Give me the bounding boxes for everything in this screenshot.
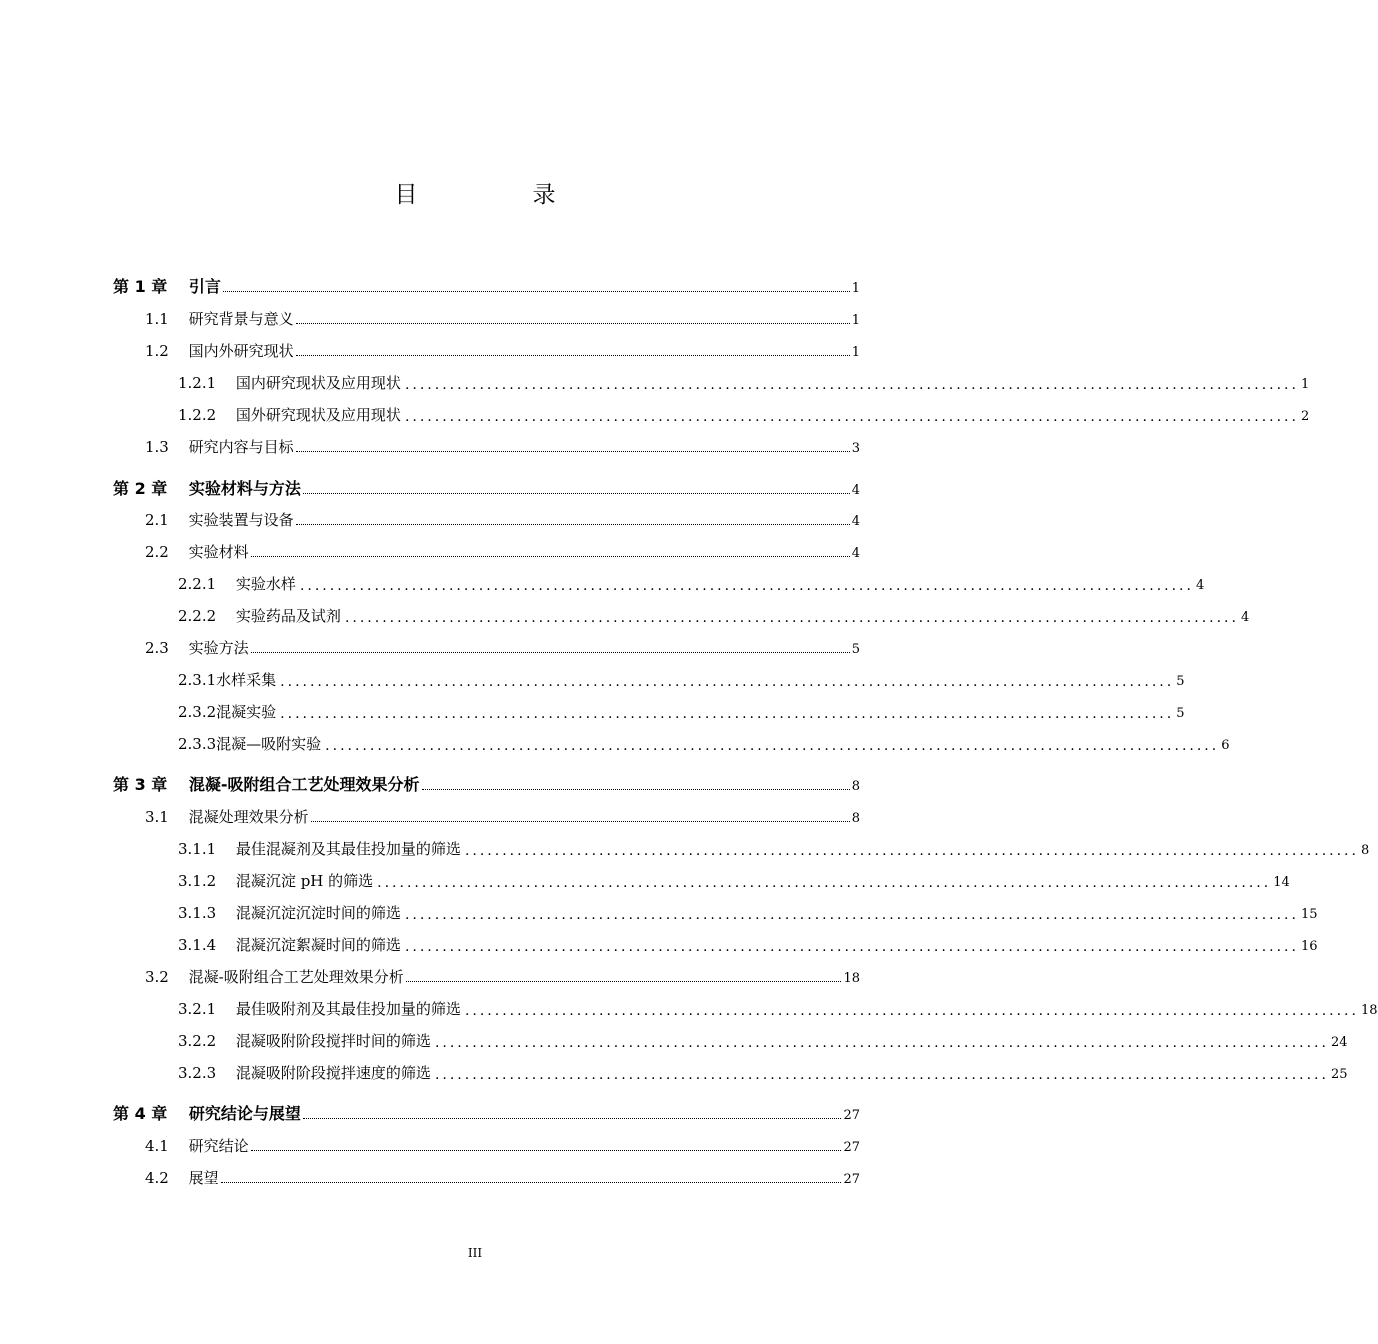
- toc-entry-label: 第 2 章 实验材料与方法: [113, 479, 301, 498]
- toc-entry-page: 5: [1176, 674, 1185, 689]
- toc-entry-page: 8: [1360, 843, 1370, 858]
- toc-entry-page: 8: [851, 811, 860, 826]
- toc-entry-page: 4: [851, 546, 860, 561]
- toc-entry[interactable]: [178, 398, 1310, 426]
- toc-leader-dots: [311, 820, 850, 822]
- toc-leader-dots: ........................................................................................................................: [404, 409, 1299, 425]
- toc-entry[interactable]: [145, 960, 860, 988]
- toc-entry-page: 1: [851, 281, 860, 296]
- toc-entry-page: 4: [1240, 610, 1250, 625]
- toc-entry-label: 3.1.2 混凝沉淀 pH 的筛选: [178, 872, 374, 890]
- toc-entry[interactable]: [178, 663, 1185, 691]
- toc-entry-label: 3.1.1 最佳混凝剂及其最佳投加量的筛选: [178, 840, 461, 858]
- toc-entry[interactable]: [178, 366, 1310, 394]
- toc-entry[interactable]: [178, 1024, 1348, 1052]
- toc-entry-label: 第 4 章 研究结论与展望: [113, 1104, 301, 1123]
- toc-entry[interactable]: [178, 727, 1230, 755]
- toc-entry-page: 18: [843, 971, 860, 986]
- toc-entry-page: 27: [843, 1108, 860, 1123]
- toc-entry-label: 1.3 研究内容与目标: [145, 438, 294, 456]
- toc-entry[interactable]: [145, 800, 860, 828]
- toc-entry-label: 3.2.1 最佳吸附剂及其最佳投加量的筛选: [178, 1000, 461, 1018]
- toc-entry[interactable]: [145, 430, 860, 458]
- toc-entry-page: 16: [1300, 939, 1318, 954]
- toc-entry-page: 5: [1176, 706, 1185, 721]
- toc-entry[interactable]: [113, 472, 860, 500]
- toc-leader-dots: ........................................................................................................................: [280, 674, 1175, 690]
- toc-entry[interactable]: [113, 1097, 860, 1125]
- toc-entry-label: 2.3.2混凝实验: [178, 703, 277, 721]
- toc-leader-dots: ........................................................................................................................: [464, 1003, 1359, 1019]
- toc-entry-label: 2.3.1水样采集: [178, 671, 277, 689]
- toc-leader-dots: [296, 523, 850, 525]
- toc-entry-label: 3.2.2 混凝吸附阶段搅拌时间的筛选: [178, 1032, 431, 1050]
- toc-leader-dots: [422, 788, 850, 790]
- toc-leader-dots: ........................................................................................................................: [404, 939, 1299, 955]
- toc-leader-dots: [296, 354, 850, 356]
- page-title: 目 录: [394, 182, 602, 208]
- toc-leader-dots: [221, 1181, 842, 1183]
- toc-entry-page: 15: [1300, 907, 1318, 922]
- toc-entry-page: 14: [1273, 875, 1290, 890]
- toc-leader-dots: ........................................................................................................................: [434, 1067, 1329, 1083]
- toc-entry-page: 4: [1195, 578, 1205, 593]
- toc-leader-dots: ........................................................................................................................: [404, 377, 1299, 393]
- toc-entry[interactable]: [178, 832, 1370, 860]
- toc-entry[interactable]: [145, 631, 860, 659]
- toc-entry-label: 3.1 混凝处理效果分析: [145, 808, 309, 826]
- toc-leader-dots: [296, 450, 850, 452]
- toc-leader-dots: ........................................................................................................................: [404, 907, 1299, 923]
- toc-entry[interactable]: [145, 334, 860, 362]
- toc-entry-page: 24: [1330, 1035, 1348, 1050]
- toc-entry[interactable]: [178, 928, 1318, 956]
- toc-entry-label: 3.2 混凝-吸附组合工艺处理效果分析: [145, 968, 404, 986]
- toc-entry-page: 5: [851, 642, 860, 657]
- toc-entry[interactable]: [178, 567, 1205, 595]
- toc-entry[interactable]: [178, 896, 1318, 924]
- toc-entry-label: 2.2.2 实验药品及试剂: [178, 607, 341, 625]
- toc-entry-page: 18: [1360, 1003, 1378, 1018]
- toc-leader-dots: [251, 555, 850, 557]
- toc-leader-dots: ........................................................................................................................: [344, 610, 1239, 626]
- toc-entry-label: 1.1 研究背景与意义: [145, 310, 294, 328]
- toc-leader-dots: ........................................................................................................................: [280, 706, 1175, 722]
- toc-entry-label: 1.2.1 国内研究现状及应用现状: [178, 374, 401, 392]
- toc-entry[interactable]: [145, 503, 860, 531]
- toc-entry-page: 6: [1221, 738, 1230, 753]
- toc-leader-dots: [296, 322, 850, 324]
- toc-leader-dots: ........................................................................................................................: [377, 875, 1272, 891]
- toc-leader-dots: ........................................................................................................................: [434, 1035, 1329, 1051]
- toc-entry[interactable]: [145, 1161, 860, 1189]
- toc-entry-label: 3.1.4 混凝沉淀絮凝时间的筛选: [178, 936, 401, 954]
- toc-leader-dots: [303, 1117, 842, 1119]
- toc-entry-page: 27: [843, 1140, 860, 1155]
- toc-entry[interactable]: [145, 535, 860, 563]
- toc-entry-page: 27: [843, 1172, 860, 1187]
- toc-entry[interactable]: [145, 1129, 860, 1157]
- toc-entry[interactable]: [178, 695, 1185, 723]
- toc-entry-label: 2.2 实验材料: [145, 543, 249, 561]
- toc-leader-dots: [223, 290, 850, 292]
- toc-leader-dots: [406, 980, 842, 982]
- toc-entry-label: 1.2.2 国外研究现状及应用现状: [178, 406, 401, 424]
- toc-entry-label: 2.3 实验方法: [145, 639, 249, 657]
- toc-entry[interactable]: [178, 864, 1290, 892]
- toc-entry-label: 2.3.3混凝—吸附实验: [178, 735, 322, 753]
- toc-entry[interactable]: [113, 270, 860, 298]
- toc-leader-dots: ........................................................................................................................: [325, 738, 1220, 754]
- toc-entry-label: 3.1.3 混凝沉淀沉淀时间的筛选: [178, 904, 401, 922]
- toc-entry-label: 2.2.1 实验水样: [178, 575, 296, 593]
- toc-leader-dots: ........................................................................................................................: [464, 843, 1359, 859]
- toc-entry-page: 4: [851, 514, 860, 529]
- toc-entry[interactable]: [113, 768, 860, 796]
- toc-entry-label: 第 1 章 引言: [113, 277, 221, 296]
- toc-entry-page: 3: [851, 441, 860, 456]
- toc-leader-dots: [251, 1149, 842, 1151]
- toc-entry[interactable]: [178, 1056, 1348, 1084]
- toc-entry-page: 2: [1300, 409, 1310, 424]
- toc-entry-label: 4.1 研究结论: [145, 1137, 249, 1155]
- toc-entry-page: 1: [1300, 377, 1310, 392]
- toc-entry-page: 8: [851, 779, 860, 794]
- toc-entry[interactable]: [178, 992, 1378, 1020]
- toc-entry-page: 25: [1330, 1067, 1348, 1082]
- toc-entry[interactable]: [178, 599, 1250, 627]
- toc-entry-label: 4.2 展望: [145, 1169, 219, 1187]
- toc-entry-page: 4: [851, 483, 860, 498]
- toc-entry-page: 1: [851, 345, 860, 360]
- toc-leader-dots: [251, 651, 850, 653]
- toc-entry-label: 3.2.3 混凝吸附阶段搅拌速度的筛选: [178, 1064, 431, 1082]
- toc-entry-label: 第 3 章 混凝-吸附组合工艺处理效果分析: [113, 775, 420, 794]
- toc-leader-dots: [303, 492, 850, 494]
- page-number: III: [467, 1246, 483, 1260]
- toc-entry-page: 1: [851, 313, 860, 328]
- toc-leader-dots: ........................................................................................................................: [299, 578, 1194, 594]
- toc-entry-label: 1.2 国内外研究现状: [145, 342, 294, 360]
- toc-entry-label: 2.1 实验装置与设备: [145, 511, 294, 529]
- toc-entry[interactable]: [145, 302, 860, 330]
